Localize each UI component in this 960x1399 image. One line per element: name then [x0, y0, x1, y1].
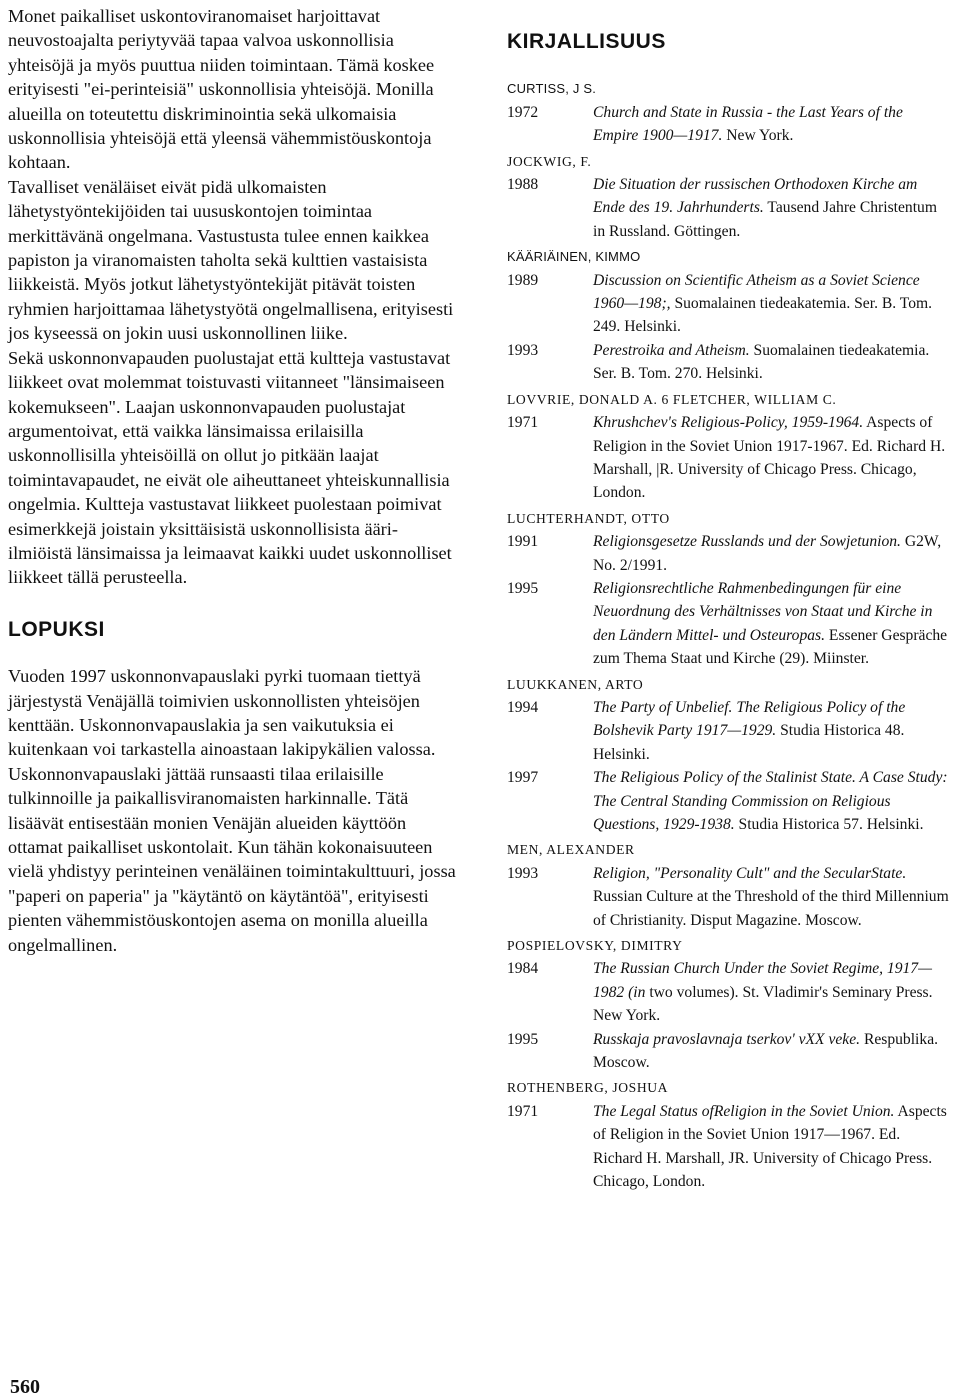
bibliography-heading: KIRJALLISUUS — [507, 30, 666, 53]
entry-publication: New York. — [722, 127, 794, 145]
entry-title: The Legal Status ofReligion in the Soviet Union. — [593, 1102, 895, 1120]
bibliography-entry — [507, 269, 952, 339]
entry-title: The Party of Unbelief. The Religious Policy of the Bolshevik Party 1917—1929. — [593, 698, 906, 740]
entry-body — [593, 577, 952, 671]
entry-year: 1997 — [507, 769, 539, 787]
entry-title: Russkaja pravoslavnaja tserkov' vXX veke. — [593, 1030, 861, 1048]
bibliography-entry — [507, 173, 952, 243]
author-name: ROTHENBERG, JOSHUA — [507, 1080, 669, 1096]
page-number: 560 — [10, 1376, 40, 1398]
author-name: LOVVRIE, DONALD A. 6 FLETCHER, WILLIAM C. — [507, 391, 837, 407]
entry-year: 1989 — [507, 271, 539, 289]
entry-title: Perestroika and Atheism. — [593, 341, 750, 359]
entry-year: 1988 — [507, 176, 539, 194]
bibliography-entry — [507, 862, 952, 932]
author-name: LUUKKANEN, ARTO — [507, 676, 644, 692]
bibliography-entry — [507, 696, 952, 766]
entry-year: 1993 — [507, 864, 539, 882]
body-paragraph-2: Tavalliset venäläiset eivät pidä ulkomaisten lähetystyöntekijöiden tai uususkontojen toimintaa merkittävänä ongelmana. Vastustusta tulee ennen kaikkea papiston ja viranomaisten taholta sekä kulttien vastaisista liikkeistä. Myös jotkut lähetystyöntekijät pitävät toisten ryhmien harjoittamaa lähetystyötä ongelmallisena, erityisesti jos kyseessä on jokin uusi uskonnollinen liike. — [8, 176, 454, 344]
entry-title: The Russian Church Under the Soviet Regime, 1917—1982 (in — [593, 960, 932, 1001]
author-name: MEN, ALEXANDER — [507, 842, 635, 858]
author-name: KÄÄRIÄINEN, KIMMO — [507, 249, 641, 265]
entry-publication: G2W, No. 2/1991. — [593, 533, 942, 574]
body-paragraph-3: Sekä uskonnonvapauden puolustajat että kultteja vastustavat liikkeet ovat molemmat toistuvasti viitanneet "länsimaiseen kokemukseen". Laajan uskonnonvapauden puolustajat argumentoivat, että vaikka länsimaissa erilaisilla uskonnollisilla yhteisöillä on ollut jo pitkään laajat toimintavapaudet, ne eivät ole aiheuttaneet yhteiskunnallisia ongelmia. Kultteja vastustavat liikkeet puolestaan poimivat esimerkkejä joistain yksittäisistä uskonnollisista ääri-ilmiöistä länsimaissa ja leimaavat kaikki uudet uskonnolliset liikkeet tällä perusteella. — [8, 347, 452, 588]
author-name: CURTISS, J S. — [507, 81, 597, 97]
bibliography-entry — [507, 530, 952, 577]
entry-title: Religionsrechtliche Rahmenbedingungen für eine Neuordnung des Verhältnisses von Staat und Kirche in den Ländern Mittel- und Osteuropas. — [593, 579, 933, 644]
entry-body — [593, 173, 952, 243]
entry-body — [593, 530, 952, 577]
entry-year: 1972 — [507, 103, 539, 121]
bibliography-entry — [507, 1100, 952, 1194]
entry-body — [593, 269, 952, 339]
entry-body — [593, 862, 952, 932]
entry-body — [593, 339, 952, 386]
entry-title: Church and State in Russia - the Last Years of the Empire 1900—1917. — [593, 103, 903, 145]
entry-publication: Studia Historica 48. Helsinki. — [593, 722, 905, 763]
entry-title: Religionsgesetze Russlands und der Sowjetunion. — [593, 533, 901, 551]
bibliography-entry — [507, 577, 952, 671]
entry-title: Khrushchev's Religious-Policy, 1959-1964. — [593, 414, 864, 432]
entry-year: 1991 — [507, 533, 539, 551]
bibliography-entry — [507, 411, 952, 505]
entry-title: Die Situation der russischen Orthodoxen Kirche am Ende des 19. Jahrhunderts. — [593, 176, 918, 217]
entry-year: 1995 — [507, 1030, 539, 1048]
entry-publication: Russian Culture at the Threshold of the third Millennium of Christianity. Disput Magazine. Moscow. — [593, 888, 949, 929]
entry-body — [593, 411, 952, 505]
entry-title: Discussion on Scientific Atheism as a Soviet Science 1960—198;, — [593, 271, 920, 313]
entry-body — [593, 766, 952, 836]
entry-publication: Studia Historica 57. Helsinki. — [734, 816, 924, 833]
entry-year: 1995 — [507, 579, 539, 597]
entry-title: The Religious Policy of the Stalinist State. A Case Study: The Central Standing Commission on Religious Questions, 1929-1938. — [593, 769, 948, 833]
bibliography-entry — [507, 766, 952, 836]
left-column — [8, 4, 460, 957]
author-name: LUCHTERHANDT, OTTO — [507, 510, 670, 526]
bibliography-entry — [507, 1028, 952, 1075]
bibliography-entry — [507, 339, 952, 386]
closing-paragraph: Vuoden 1997 uskonnonvapauslaki pyrki tuomaan tiettyä järjestystä Venäjällä toimivien uskonnollisten yhteisöjen kenttään. Uskonnonvapauslakia ja sen vaikutuksia ei kuitenkaan voi tarkastella ainoastaan lakipykälien valossa. Uskonnonvapauslaki jättää runsaasti tilaa erilaisille tulkinnoille ja paikallisviranomaisten harkinnalle. Tätä lisäävät entisestään monien Venäjän alueiden käyttöön ottamat paikalliset uskontolait. Kun tähän kokonaisuuteen vielä yhdistyy perinteinen venäläinen toimintakulttuuri, jossa "paperi on paperia" ja "käytäntö on käytäntöä", erityisesti pienten vähemmistöuskontojen asema on monilla alueilla ongelmallinen. — [8, 666, 456, 955]
author-name: JOCKWIG, F. — [507, 153, 592, 169]
entry-body — [593, 101, 952, 148]
entry-title: Religion, "Personality Cult" and the SecularState. — [593, 864, 907, 882]
body-paragraph-1: Monet paikalliset uskontoviranomaiset harjoittavat neuvostoajalta periytyvää tapaa valvoa uskonnollisia yhteisöjä ja myös puuttua niiden toimintaan. Tämä koskee erityisesti "ei-perinteisiä" uskonnollisia yhteisöjä. Monilla alueilla on toteutettu diskriminointia sekä ulkomaisia uskonnollisia yhteisöjä että yleensä vähemmistöuskontoja kohtaan. — [8, 6, 435, 173]
entry-publication: Aspects of Religion in the Soviet Union 1917—1967. Ed. Richard H. Marshall, JR. University of Chicago Press. Chicago, London. — [593, 1102, 947, 1191]
entry-body — [593, 696, 952, 766]
entry-year: 1993 — [507, 341, 539, 359]
bibliography-entry — [507, 957, 952, 1027]
entry-publication: Suomalainen tiedeakatemia. Ser. B. Tom. 249. Helsinki. — [593, 295, 933, 336]
author-name: POSPIELOVSKY, DIMITRY — [507, 938, 683, 954]
bibliography-entry — [507, 101, 952, 148]
entry-publication: two volumes). St. Vladimir's Seminary Press. New York. — [593, 983, 933, 1025]
entry-body — [593, 1100, 952, 1194]
entry-publication: Aspects of Religion in the Soviet Union 1917-1967. Ed. Richard H. Marshall, |R. University of Chicago Press. Chicago, London. — [593, 414, 946, 502]
entry-body — [593, 1028, 952, 1075]
entry-publication: Tausend Jahre Christentum in Russland. Göttingen. — [593, 199, 937, 240]
entry-year: 1994 — [507, 698, 539, 716]
section-heading-lopuksi: LOPUKSI — [8, 617, 105, 641]
entry-year: 1971 — [507, 1102, 539, 1120]
entry-year: 1984 — [507, 960, 539, 978]
entry-year: 1971 — [507, 414, 539, 432]
entry-publication: Respublika. Moscow. — [593, 1030, 939, 1072]
entry-publication: Essener Gespräche zum Thema Staat und Kirche (29). Miinster. — [593, 626, 948, 668]
entry-body — [593, 957, 952, 1027]
bibliography-column — [507, 30, 952, 1194]
entry-publication: Suomalainen tiedeakatemia. Ser. B. Tom. 270. Helsinki. — [593, 341, 930, 383]
